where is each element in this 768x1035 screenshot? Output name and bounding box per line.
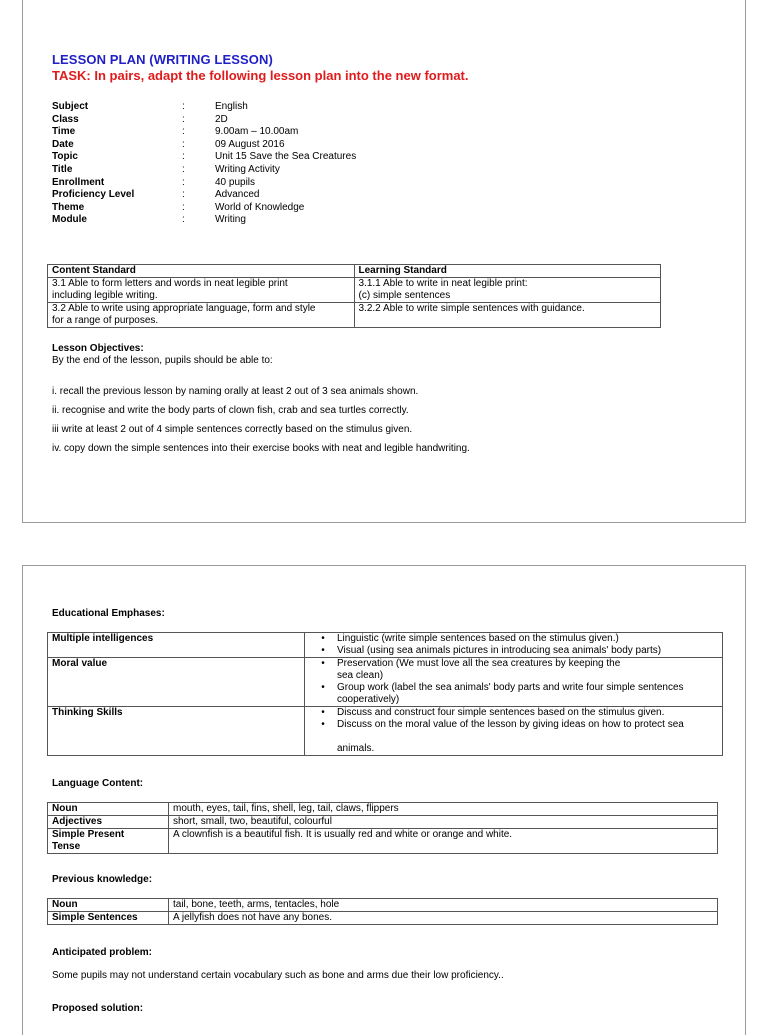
- row-value: short, small, two, beautiful, colourful: [169, 816, 718, 829]
- anticipated-problem-heading: Anticipated problem:: [52, 947, 153, 958]
- document-page-1: [22, 0, 746, 523]
- row-value: mouth, eyes, tail, fins, shell, leg, tail, claws, flippers: [169, 803, 718, 816]
- info-row-topic: Topic : Unit 15 Save the Sea Creatures: [52, 151, 357, 163]
- lesson-plan-title: LESSON PLAN (WRITING LESSON): [52, 52, 273, 67]
- info-row-proficiency: Proficiency Level : Advanced: [52, 189, 260, 201]
- table-row: [48, 803, 718, 816]
- table-row: [48, 816, 718, 829]
- row-value: A clownfish is a beautiful fish. It is usually red and white or orange and white.: [169, 829, 718, 854]
- table-header-row: [48, 265, 661, 278]
- table-row: [48, 633, 723, 658]
- content-standard-header: Content Standard: [48, 265, 355, 278]
- previous-knowledge-heading: Previous knowledge:: [52, 874, 153, 885]
- bullet-icon: •: [321, 719, 325, 730]
- table-row: [48, 303, 661, 328]
- objective-item: iv. copy down the simple sentences into their exercise books with neat and legible handwriting.: [52, 443, 470, 454]
- table-row: [48, 278, 661, 303]
- content-standard-cell: 3.2 Able to write using appropriate language, form and style for a range of purposes.: [48, 303, 355, 328]
- language-content-heading: Language Content:: [52, 778, 144, 789]
- task-instruction: TASK: In pairs, adapt the following lesson plan into the new format.: [52, 68, 469, 83]
- info-row-subject: Subject : English: [52, 101, 248, 112]
- bullet-icon: •: [321, 658, 325, 669]
- row-value: tail, bone, teeth, arms, tentacles, hole: [169, 899, 718, 912]
- row-value: A jellyfish does not have any bones.: [169, 912, 718, 925]
- bullet-icon: •: [321, 707, 325, 718]
- table-row: [48, 658, 723, 707]
- objective-item: iii write at least 2 out of 4 simple sentences correctly based on the stimulus given.: [52, 424, 413, 435]
- row-label: Simple Sentences: [48, 912, 169, 925]
- objective-item: ii. recognise and write the body parts of clown fish, crab and sea turtles correctly.: [52, 405, 409, 416]
- bullet-icon: •: [321, 682, 325, 693]
- objectives-intro: By the end of the lesson, pupils should be able to:: [52, 355, 273, 366]
- lesson-info: [52, 101, 356, 227]
- info-row-class: Class : 2D: [52, 113, 228, 125]
- learning-standard-cell: 3.2.2 Able to write simple sentences with guidance.: [354, 303, 661, 328]
- row-label: Simple Present Tense: [48, 829, 169, 854]
- content-standard-cell: 3.1 Able to form letters and words in neat legible print including legible writing.: [48, 278, 355, 303]
- info-row-module: Module : Writing: [52, 214, 246, 226]
- emphasis-label: Multiple intelligences: [48, 633, 305, 658]
- info-row-date: Date : 09 August 2016: [52, 138, 285, 150]
- table-row: [48, 707, 723, 756]
- previous-knowledge-table: [47, 898, 718, 925]
- emphasis-items: • Preservation (We must love all the sea creatures by keeping the sea clean) • Group work (label the sea animals' body parts and write four simple sentences cooperatively): [317, 658, 723, 707]
- row-label: Noun: [48, 803, 169, 816]
- table-row: [48, 829, 718, 854]
- standards-table: [47, 264, 661, 328]
- objectives-heading: Lesson Objectives:: [52, 343, 144, 354]
- info-row-theme: Theme : World of Knowledge: [52, 201, 305, 213]
- bullet-icon: •: [321, 633, 325, 644]
- emphasis-items: • Linguistic (write simple sentences based on the stimulus given.) • Visual (using sea animals pictures in introducing sea animals' body parts): [317, 633, 723, 658]
- row-label: Adjectives: [48, 816, 169, 829]
- emphases-heading: Educational Emphases:: [52, 608, 165, 619]
- language-content-table: [47, 802, 718, 854]
- row-label: Noun: [48, 899, 169, 912]
- anticipated-problem-text: Some pupils may not understand certain vocabulary such as bone and arms due their low proficiency..: [52, 970, 504, 981]
- emphases-table: [47, 632, 723, 756]
- emphasis-label: Moral value: [48, 658, 305, 707]
- emphasis-label: Thinking Skills: [48, 707, 305, 756]
- emphasis-items: • Discuss and construct four simple sentences based on the stimulus given. • Discuss on the moral value of the lesson by giving ideas on how to protect sea animals.: [317, 707, 723, 756]
- document-page-2: [22, 565, 746, 1035]
- objective-item: i. recall the previous lesson by naming orally at least 2 out of 3 sea animals shown.: [52, 386, 419, 397]
- info-row-enrollment: Enrollment : 40 pupils: [52, 176, 256, 188]
- learning-standard-cell: 3.1.1 Able to write in neat legible print: (c) simple sentences: [354, 278, 661, 303]
- bullet-icon: •: [321, 645, 325, 656]
- info-row-title: Title : Writing Activity: [52, 163, 280, 175]
- proposed-solution-heading: Proposed solution:: [52, 1003, 144, 1014]
- table-row: [48, 912, 718, 925]
- info-row-time: Time : 9.00am – 10.00am: [52, 126, 299, 138]
- learning-standard-header: Learning Standard: [354, 265, 661, 278]
- table-row: [48, 899, 718, 912]
